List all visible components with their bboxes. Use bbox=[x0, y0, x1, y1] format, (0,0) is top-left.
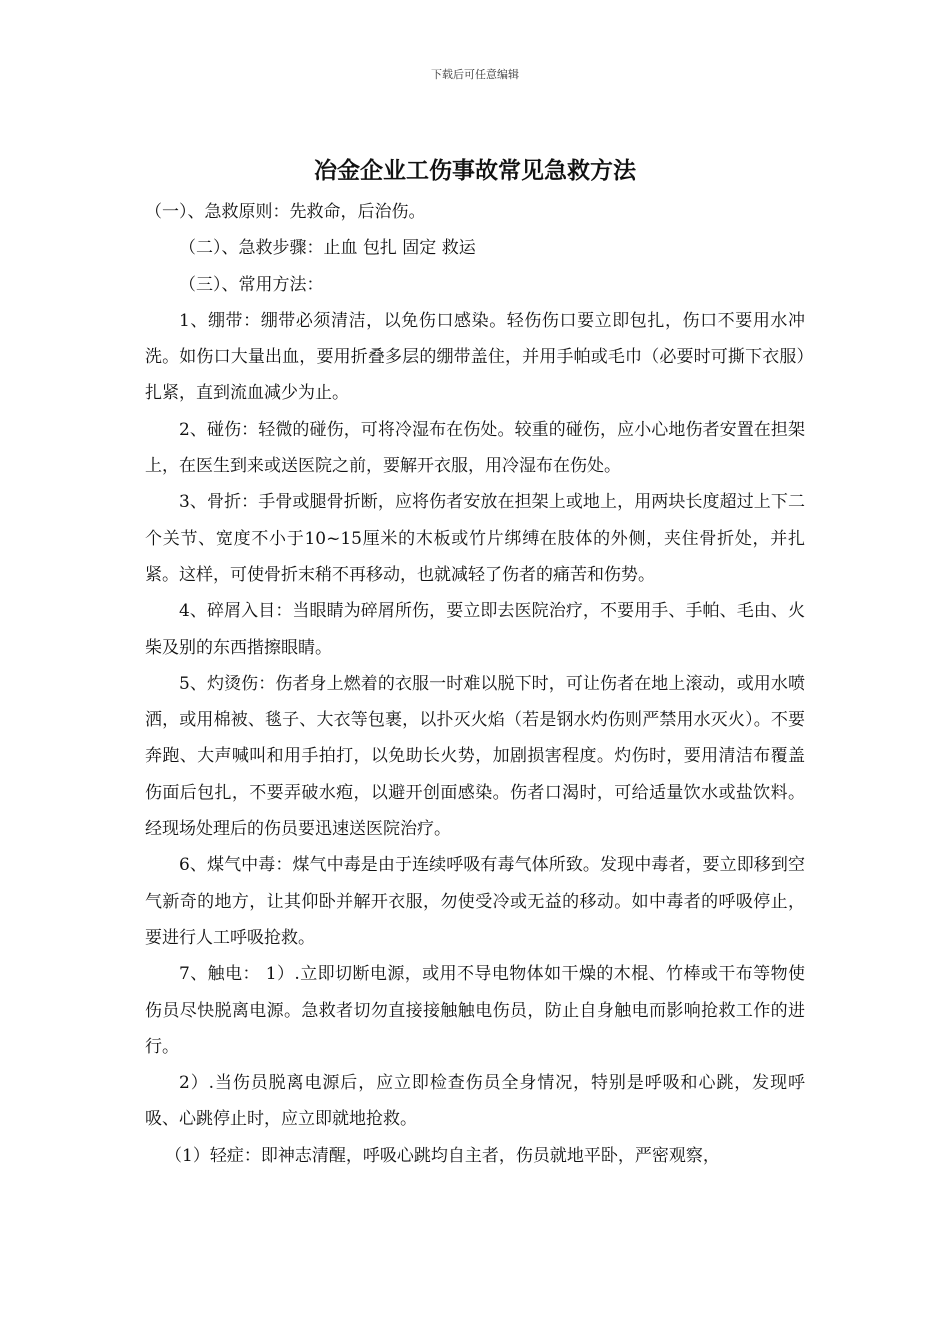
paragraph-bandage: 1、绷带：绷带必须清洁，以免伤口感染。轻伤伤口要立即包扎，伤口不要用水冲洗。如伤口大量出血，要用折叠多层的绷带盖住，并用手帕或毛巾（必要时可撕下衣服）扎紧，直到流血减少为止。 bbox=[145, 310, 805, 404]
document-body bbox=[145, 194, 805, 1174]
document-title: 冶金企业工伤事故常见急救方法 bbox=[314, 158, 636, 184]
paragraph-shock-step2: 2）.当伤员脱离电源后，应立即检查伤员全身情况，特别是呼吸和心跳，发现呼吸、心跳停止时，应立即就地抢救。 bbox=[145, 1073, 805, 1130]
paragraph-gas-poisoning: 6、煤气中毒：煤气中毒是由于连续呼吸有毒气体所致。发现中毒者，要立即移到空气新奇的地方，让其仰卧并解开衣服，勿使受冷或无益的移动。如中毒者的呼吸停止，要进行人工呼吸抢救。 bbox=[145, 855, 805, 948]
paragraph-debris-eye: 4、碎屑入目：当眼睛为碎屑所伤，要立即去医院治疗，不要用手、手帕、毛由、火柴及别的东西揩擦眼睛。 bbox=[145, 601, 805, 658]
paragraph-bruise: 2、碰伤：轻微的碰伤，可将冷湿布在伤处。较重的碰伤，应小心地伤者安置在担架上，在医生到来或送医院之前，要解开衣服，用冷湿布在伤处。 bbox=[145, 419, 805, 477]
page-header-note: 下载后可任意编辑 bbox=[431, 68, 519, 81]
paragraph-steps: （二）、急救步骤：止血 包扎 固定 救运 bbox=[179, 238, 476, 259]
paragraph-methods-heading: （三）、常用方法： bbox=[179, 274, 324, 295]
paragraph-fracture: 3、骨折：手骨或腿骨折断，应将伤者安放在担架上或地上，用两块长度超过上下二个关节、宽度不小于10~15厘米的木板或竹片绑缚在肢体的外侧，夹住骨折处，并扎紧。这样，可使骨折末稍不再移动，也就减轻了伤者的痛苦和伤势。 bbox=[145, 492, 805, 585]
paragraph-principle: （一）、急救原则：先救命，后治伤。 bbox=[145, 202, 426, 222]
paragraph-burn: 5、灼烫伤：伤者身上燃着的衣服一时难以脱下时，可让伤者在地上滚动，或用水喷洒，或用棉被、毯子、大衣等包裹，以扑灭火焰（若是钢水灼伤则严禁用水灭火）。不要奔跑、大声喊叫和用手拍打，以免助长火势，加剧损害程度。灼伤时，要用清洁布覆盖伤面后包扎，不要弄破水疱，以避开创面感染。伤者口渴时，可给适量饮水或盐饮料。经现场处理后的伤员要迅速送医院治疗。 bbox=[145, 673, 805, 840]
paragraph-electric-shock: 7、触电： 1）.立即切断电源，或用不导电物体如干燥的木棍、竹棒或干布等物使伤员尽快脱离电源。急救者切勿直接接触触电伤员，防止自身触电而影响抢救工作的进行。 bbox=[145, 964, 805, 1057]
paragraph-mild-case: （1）轻症：即神志清醒，呼吸心跳均自主者，伤员就地平卧，严密观察， bbox=[165, 1145, 720, 1166]
